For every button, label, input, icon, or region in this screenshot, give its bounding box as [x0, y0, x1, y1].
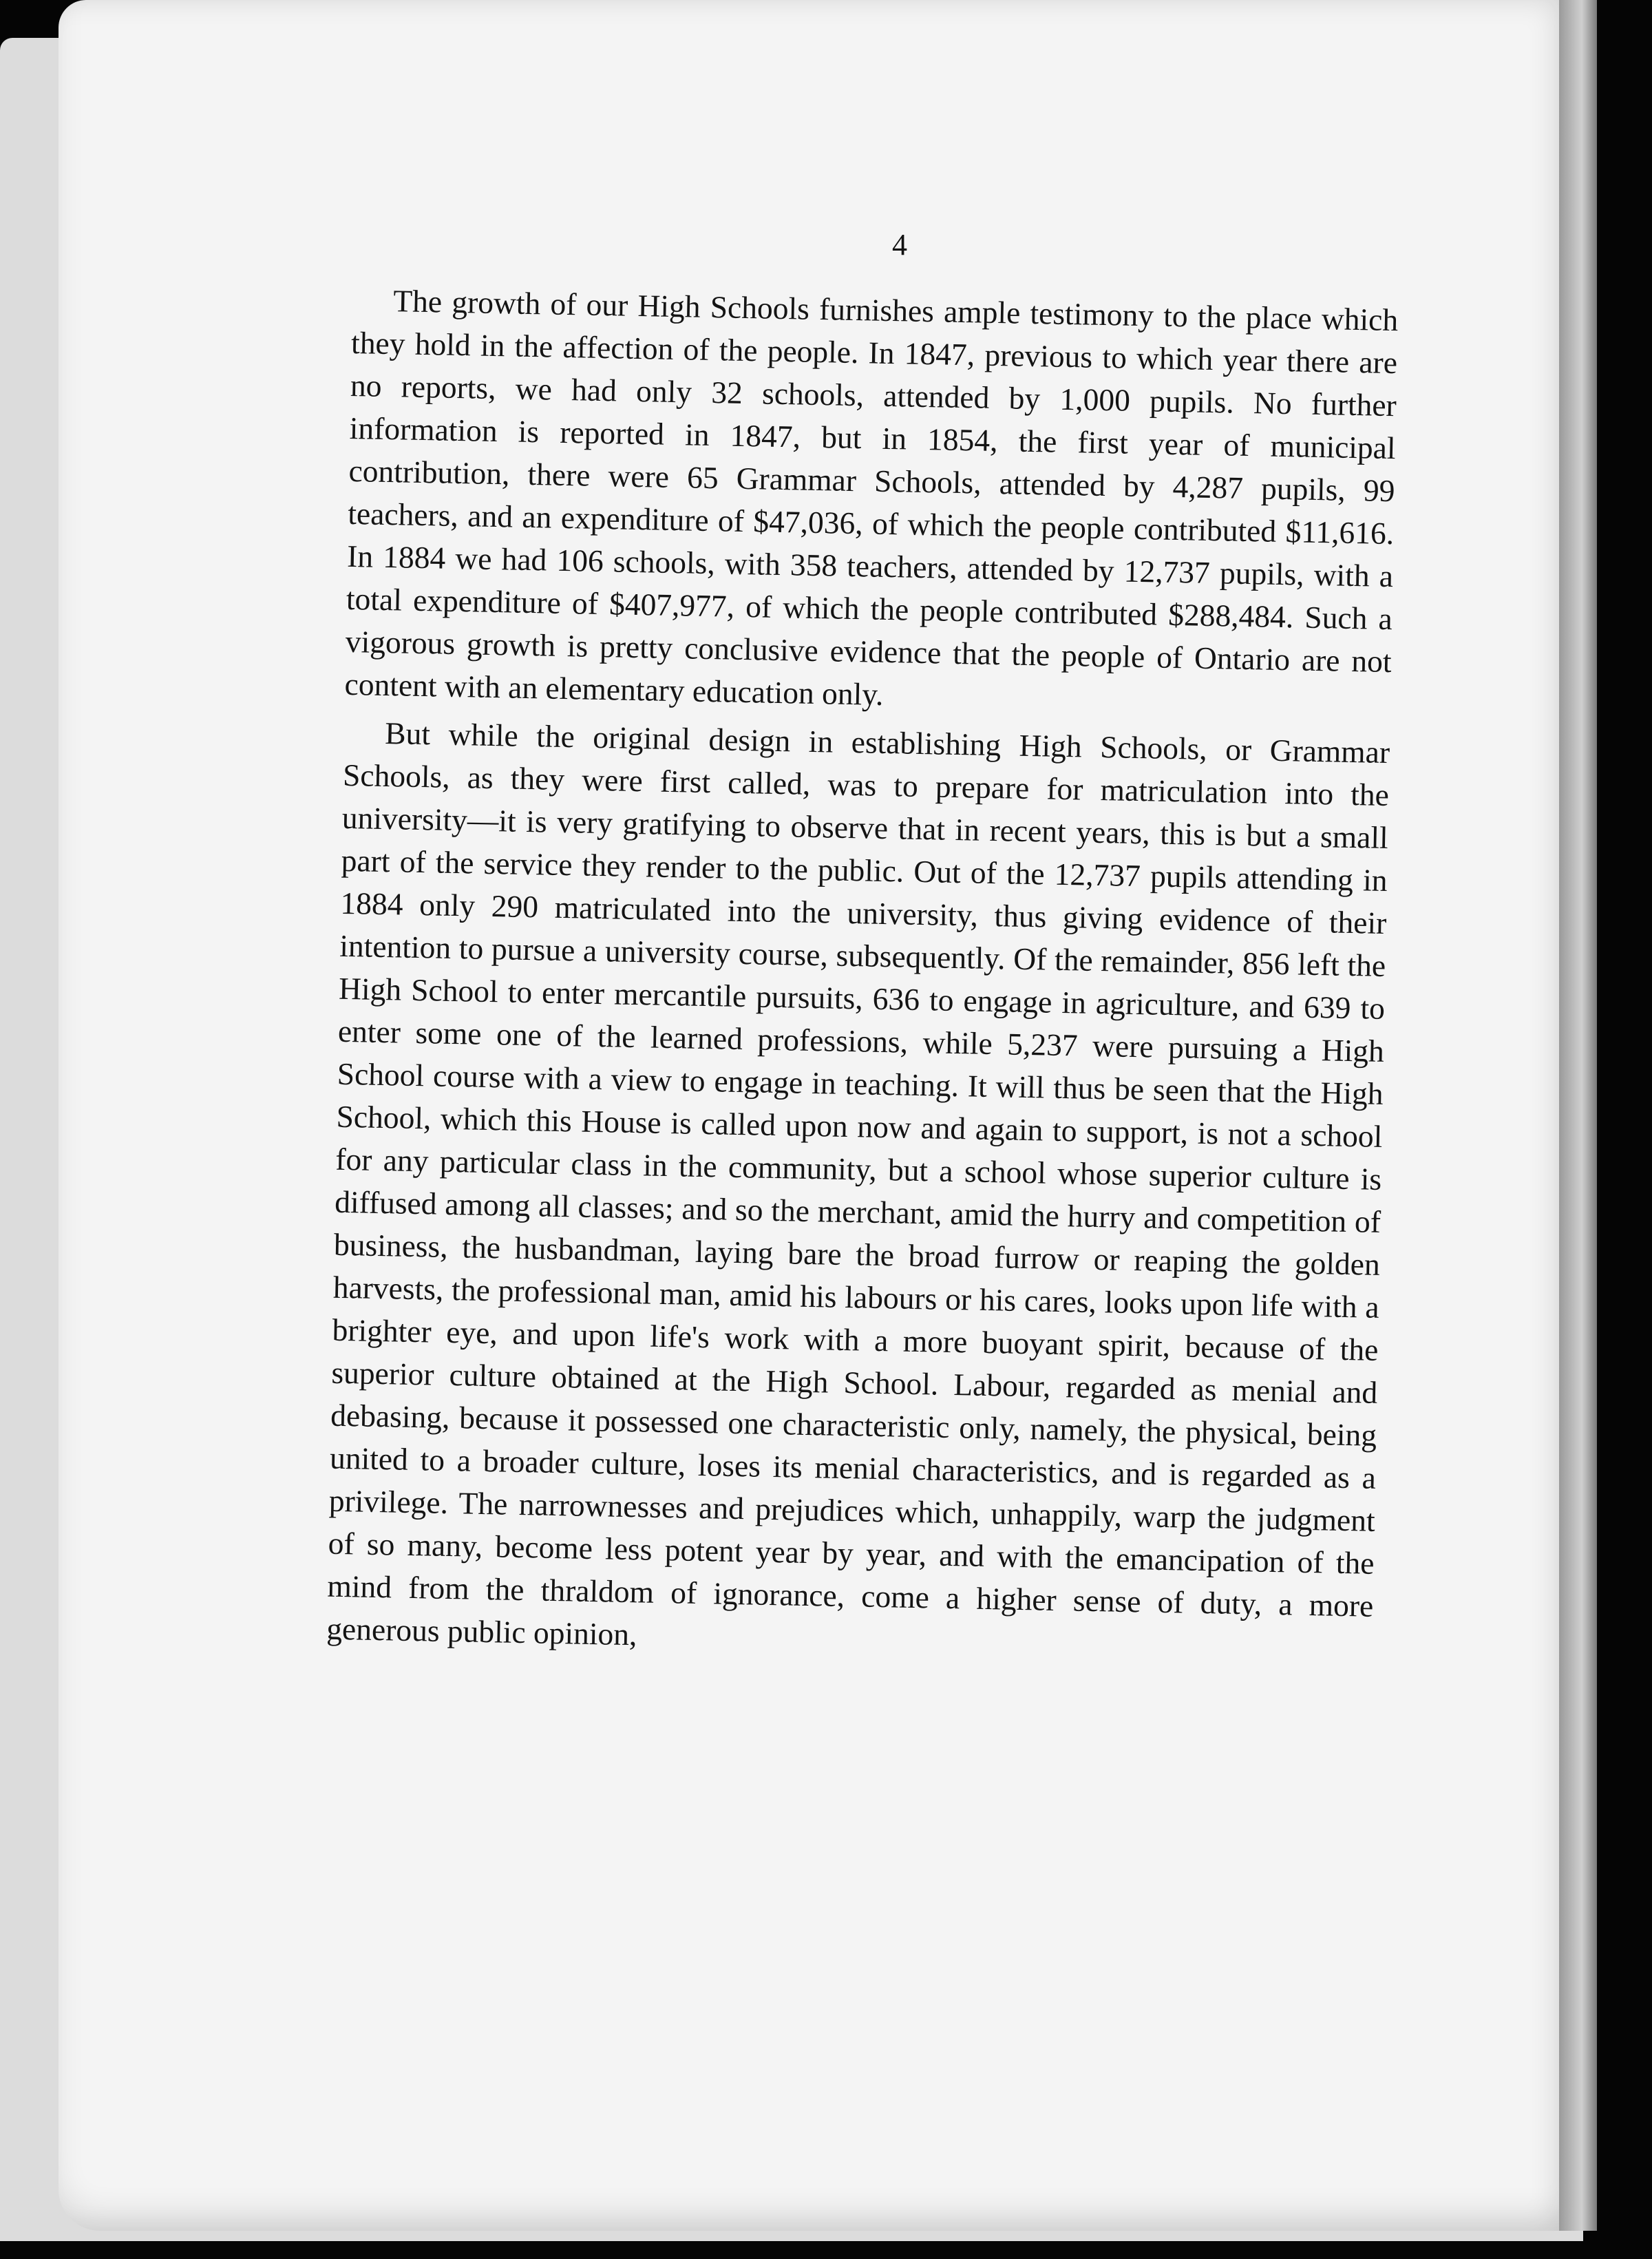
paragraph-high-school-purpose: But while the original design in establishing High Schools, or Grammar Schools, as they were first called, was to prepare for matriculation into the university—it is very gratifying to observe that in recent years, this is but a small part of the service they render to the public. Out of the 12,737 pupils attending in 1884 only 290 matriculated into the university, thus giving evidence of their intention to pursue a university course, subsequently. Of the remainder, 856 left the High School to enter mercantile pursuits, 636 to engage in agriculture, and 639 to enter some one of the learned professions, while 5,237 were pursuing a High School course with a view to engage in teaching. It will thus be seen that the High School, which this House is called upon now and again to support, is not a school for any particular class in the community, but a school whose superior culture is diffused among all classes; and so the merchant, amid the hurry and competition of business, the husbandman, laying bare the broad furrow or reaping the golden harvests, the professional man, amid his labours or his cares, looks upon life with a brighter eye, and upon life's work with a more buoyant spirit, because of the superior culture obtained at the High School. Labour, regarded as menial and debasing, because it possessed one characteristic only, namely, the physical, being united to a broader culture, loses its menial characteristics, and is regarded as a privilege. The narrownesses and prejudices which, unhappily, warp the judgment of so many, become less potent year by year, and with the emancipation of the mind from the thraldom of ignorance, come a higher sense of duty, a more generous public opinion,	[326, 715, 1390, 1652]
page-number: 4	[892, 228, 907, 262]
page-edge-shadow	[1559, 0, 1597, 2231]
paragraph-high-school-growth: The growth of our High Schools furnishes ample testimony to the place which they hold in the affection of the people. In 1847, previous to which year there are no reports, we had only 32 schools, attended by 1,000 pupils. No further information is reported in 1847, but in 1854, the first year of municipal contribution, there were 65 Grammar Schools, attended by 4,287 pupils, 99 teachers, and an expenditure of $47,036, of which the people contributed $11,616. In 1884 we had 106 schools, with 358 teachers, attended by 12,737 pupils, with a total expenditure of $407,977, of which the people contributed $288,484. Such a vigorous growth is pretty conclusive evidence that the people of Ontario are not content with an elementary education only.	[344, 283, 1399, 712]
body-text	[326, 279, 1399, 1670]
